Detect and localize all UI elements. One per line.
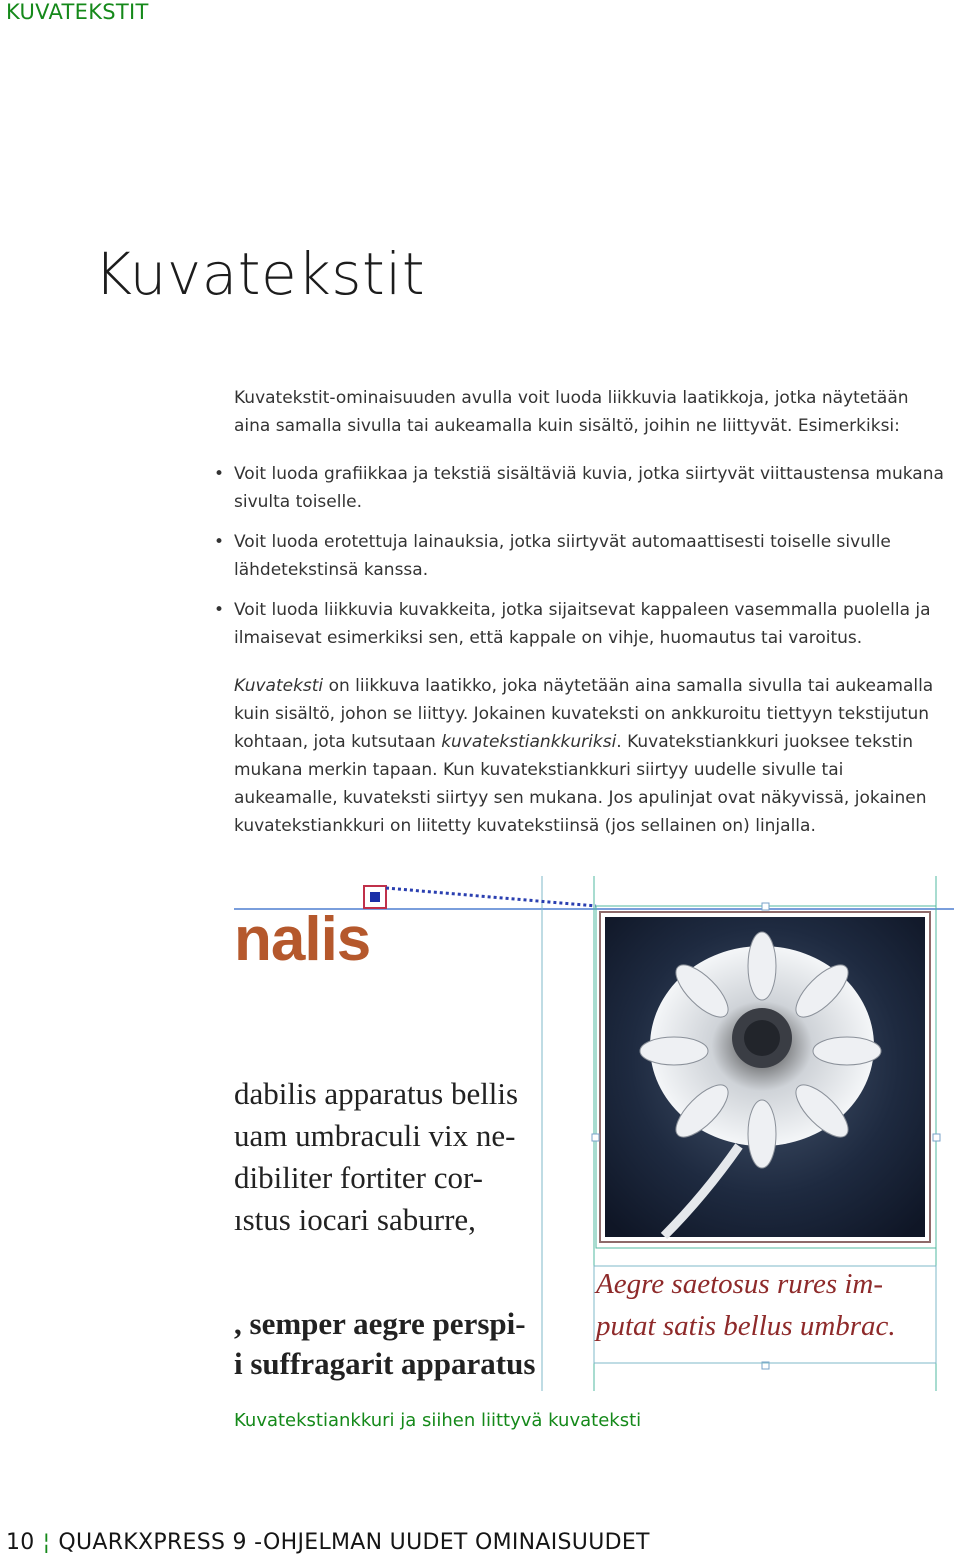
heading-fragment: nalis bbox=[234, 905, 371, 974]
bullet-icon: • bbox=[214, 532, 225, 552]
section-tag: KUVATEKSTIT bbox=[6, 0, 149, 24]
footer-title: QUARKXPRESS 9 -OHJELMAN UUDET OMINAISUUDET bbox=[58, 1530, 650, 1555]
bullet-text: Voit luoda erotettuja lainauksia, jotka siirtyvät automaattisesti toiselle sivulle lähdetekstinsä kanssa. bbox=[234, 532, 891, 580]
callout-illustration bbox=[234, 876, 954, 1391]
callout-caption-line: Aegre saetosus rures im- bbox=[596, 1268, 884, 1300]
para-text: . Kuvatekstiankkuri juoksee tekstin mukana merkin tapaan. Kun kuvatekstiankkuri siirtyy uudelle sivulle tai aukeamalle, kuvateksti siirtyy sen mukana. Jos apulinjat ovat näkyvissä, jokainen kuvatekstiankkuri on liitetty kuvatekstiinsä (jos sellainen on) linjalla. bbox=[234, 732, 927, 836]
para-text: on liikkuva laatikko, joka näytetään aina samalla sivulla tai aukeamalla kuin sisältö, johon se liittyy. Jokainen kuvateksti on ankkuroitu tiettyyn tekstijutun kohtaan, jota kutsutaan bbox=[234, 676, 934, 752]
body-line: uam umbraculi vix ne- bbox=[234, 1118, 516, 1153]
figure-caption: Kuvatekstiankkuri ja siihen liittyvä kuvateksti bbox=[234, 1410, 642, 1431]
footer-separator: ¦ bbox=[42, 1530, 51, 1555]
intro-paragraph: Kuvatekstit-ominaisuuden avulla voit luoda liikkuvia laatikkoja, jotka näytetään aina samalla sivulla tai aukeamalla kuin sisältö, joihin ne liittyvät. Esimerkiksi: bbox=[234, 388, 909, 436]
body-line-bold: i suffragarit apparatus bbox=[234, 1346, 536, 1381]
body-line: dibiliter fortiter cor- bbox=[234, 1160, 483, 1195]
body-line-bold: , semper aegre perspi- bbox=[234, 1306, 526, 1341]
list-item bbox=[214, 528, 950, 584]
page-number: 10 bbox=[6, 1530, 35, 1555]
body-line: dabilis apparatus bellis bbox=[234, 1076, 519, 1111]
bullet-icon: • bbox=[214, 600, 225, 620]
list-item bbox=[214, 460, 950, 516]
bullet-list bbox=[214, 460, 950, 664]
callout-caption-line: putat satis bellus umbrac. bbox=[596, 1310, 896, 1342]
page-footer bbox=[6, 1530, 650, 1555]
bullet-icon: • bbox=[214, 464, 225, 484]
term-kuvatekstiankkuri: kuvatekstiankkuriksi bbox=[441, 732, 617, 752]
page-title: Kuvatekstit bbox=[94, 240, 426, 308]
body-line: ıstus iocari saburre, bbox=[234, 1202, 476, 1237]
definition-paragraph bbox=[234, 672, 950, 840]
anchor-marker-core bbox=[370, 892, 380, 902]
anchor-connector bbox=[386, 888, 596, 906]
list-item bbox=[214, 596, 950, 652]
bullet-text: Voit luoda liikkuvia kuvakkeita, jotka sijaitsevat kappaleen vasemmalla puolella ja ilmaisevat esimerkiksi sen, että kappale on vihje, huomautus tai varoitus. bbox=[234, 600, 931, 648]
bullet-text: Voit luoda grafiikkaa ja tekstiä sisältäviä kuvia, jotka siirtyvät viittaustensa mukana sivulta toiselle. bbox=[234, 464, 944, 512]
term-kuvateksti: Kuvateksti bbox=[234, 676, 324, 696]
